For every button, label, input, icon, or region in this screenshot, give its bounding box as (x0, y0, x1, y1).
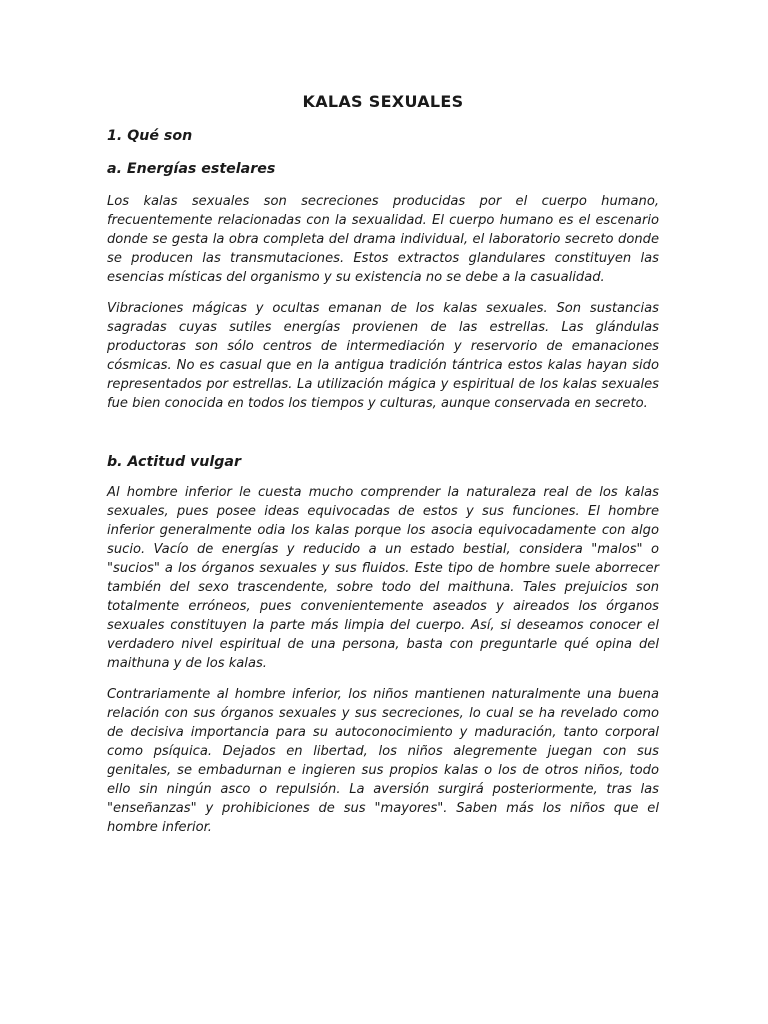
section-heading: 1. Qué son (107, 128, 193, 144)
paragraph: Al hombre inferior le cuesta mucho comprender la naturaleza real de los kalas sexuales, pues posee ideas equivocadas de estos y sus funciones. El hombre inferior generalmente odia los kalas porque los asocia equivocadamente con algo sucio. Vacío de energías y reducido a un estado bestial, considera "malos" o "sucios" a los órganos sexuales y sus fluidos. Este tipo de hombre suele aborrecer también del sexo trascendente, sobre todo del maithuna. Tales prejuicios son totalmente erróneos, pues convenientemente aseados y aireados los órganos sexuales constituyen la parte más limpia del cuerpo. Así, si deseamos conocer el verdadero nivel espiritual de una persona, basta con preguntarle qué opina del maithuna y de los kalas. (107, 485, 659, 671)
subsection-heading-energias: a. Energías estelares (107, 161, 276, 177)
paragraph: Vibraciones mágicas y ocultas emanan de los kalas sexuales. Son sustancias sagradas cuyas sutiles energías provienen de las estrellas. Las glándulas productoras son sólo centros de intermediación y reservorio de emanaciones cósmicas. No es casual que en la antigua tradición tántrica estos kalas hayan sido representados por estrellas. La utilización mágica y espiritual de los kalas sexuales fue bien conocida en todos los tiempos y culturas, aunque conservada en secreto. (107, 301, 659, 411)
document-title: KALAS SEXUALES (302, 92, 464, 111)
subsection-heading-actitud: b. Actitud vulgar (107, 454, 241, 470)
paragraph: Contrariamente al hombre inferior, los niños mantienen naturalmente una buena relación con sus órganos sexuales y sus secreciones, lo cual se ha revelado como de decisiva importancia para su autoconocimiento y maduración, tanto corporal como psíquica. Dejados en libertad, los niños alegremente juegan con sus genitales, se embadurnan e ingieren sus propios kalas o los de otros niños, todo ello sin ningún asco o repulsión. La aversión surgirá posteriormente, tras las "enseñanzas" y prohibiciones de sus "mayores". Saben más los niños que el hombre inferior. (107, 687, 659, 835)
paragraph: Los kalas sexuales son secreciones producidas por el cuerpo humano, frecuentemente relacionadas con la sexualidad. El cuerpo humano es el escenario donde se gesta la obra completa del drama individual, el laboratorio secreto donde se producen las transmutaciones. Estos extractos glandulares constituyen las esencias místicas del organismo y su existencia no se debe a la casualidad. (107, 194, 659, 285)
